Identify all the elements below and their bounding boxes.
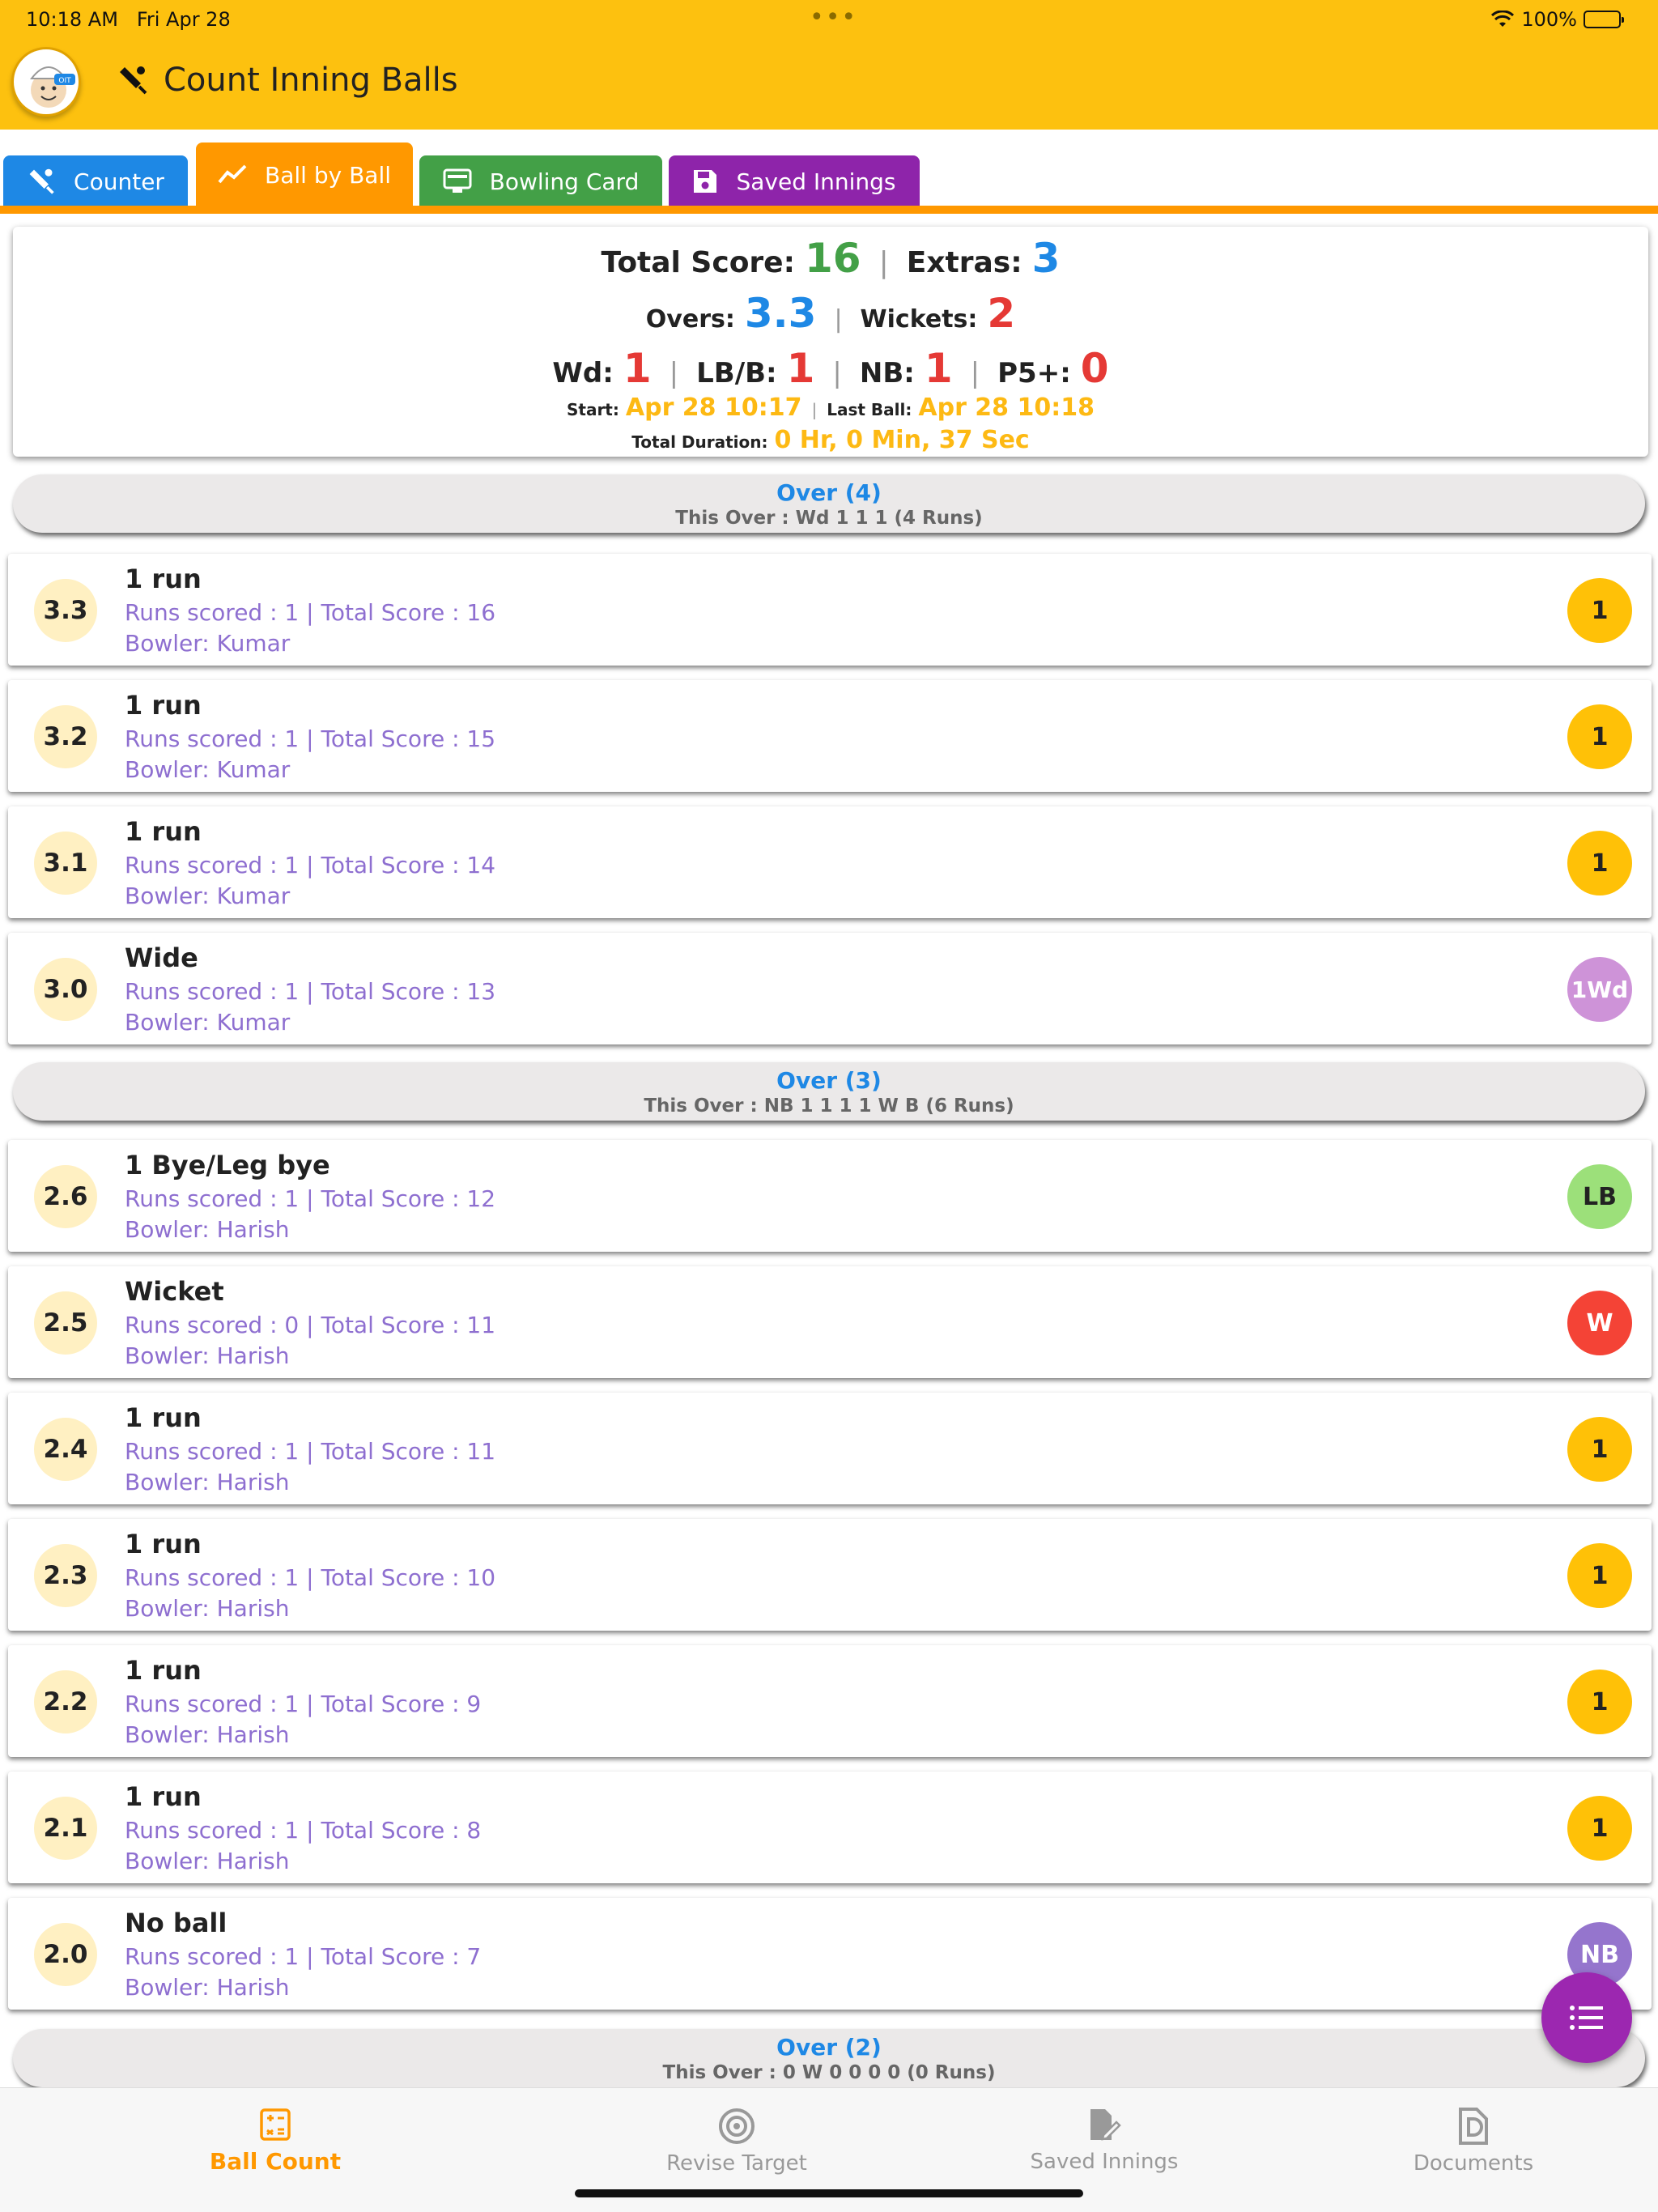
multitask-dots[interactable]: ••• <box>810 3 858 32</box>
ball-row[interactable] <box>8 680 1652 792</box>
ball-row[interactable] <box>8 1393 1652 1504</box>
ball-number: 2.3 <box>34 1544 97 1607</box>
over-title: Over (2) <box>776 2034 882 2061</box>
ball-title: 1 run <box>125 1529 202 1559</box>
svg-text:OIT: OIT <box>58 77 71 85</box>
wd-value: 1 <box>623 345 652 392</box>
ball-bowler: Bowler: Harish <box>125 1469 290 1495</box>
calculator-icon <box>259 2108 291 2142</box>
save-icon <box>692 168 718 194</box>
ball-row[interactable] <box>8 1772 1652 1883</box>
ball-row[interactable] <box>8 1519 1652 1631</box>
noball-badge: NB <box>1567 1922 1632 1987</box>
start-value: Apr 28 10:17 <box>625 393 802 422</box>
lbb-value: 1 <box>786 345 815 392</box>
ball-title: 1 run <box>125 1402 202 1433</box>
ball-bowler: Bowler: Harish <box>125 1974 290 2001</box>
ball-runs: Runs scored : 1 | Total Score : 15 <box>125 725 496 752</box>
wicket-badge: W <box>1567 1291 1632 1355</box>
ball-number: 2.6 <box>34 1165 97 1228</box>
wickets-label: Wickets: <box>860 305 978 334</box>
overs-row: Overs: 3.3 | Wickets: 2 <box>645 290 1016 337</box>
ball-title: 1 Bye/Leg bye <box>125 1150 330 1180</box>
card-icon <box>443 168 472 194</box>
over-title: Over (3) <box>776 1067 882 1094</box>
run-badge: 1 <box>1567 578 1632 643</box>
ball-runs: Runs scored : 1 | Total Score : 7 <box>125 1943 482 1970</box>
ball-bowler: Bowler: Kumar <box>125 630 291 657</box>
over-header[interactable] <box>13 474 1645 533</box>
tab-indicator <box>0 206 1658 214</box>
nav-label: Revise Target <box>666 2151 807 2176</box>
ball-row[interactable] <box>8 1898 1652 2010</box>
nav-label: Ball Count <box>209 2148 342 2175</box>
ball-row[interactable] <box>8 1645 1652 1757</box>
ball-bowler: Bowler: Harish <box>125 1342 290 1369</box>
ball-row[interactable] <box>8 806 1652 918</box>
ball-title: 1 run <box>125 816 202 847</box>
battery-percent: 100% <box>1521 8 1577 31</box>
wickets-value: 2 <box>987 290 1016 337</box>
duration-value: 0 Hr, 0 Min, 37 Sec <box>774 426 1030 454</box>
ball-title: Wide <box>125 942 198 973</box>
home-indicator[interactable] <box>575 2189 1083 2197</box>
ball-row[interactable] <box>8 554 1652 666</box>
time-row: Start: Apr 28 10:17 | Last Ball: Apr 28 10:18 <box>566 393 1095 422</box>
ball-runs: Runs scored : 1 | Total Score : 12 <box>125 1185 496 1212</box>
document-icon <box>1457 2108 1490 2145</box>
duration-label: Total Duration: <box>631 432 768 452</box>
extras-label: Extras: <box>906 246 1022 279</box>
ball-bowler: Bowler: Kumar <box>125 883 291 909</box>
score-row: Total Score: 16 | Extras: 3 <box>601 235 1061 282</box>
extras-value: 3 <box>1031 235 1061 282</box>
over-desc: This Over : NB 1 1 1 1 W B (6 Runs) <box>644 1095 1014 1117</box>
ball-title: No ball <box>125 1908 227 1938</box>
status-time: 10:18 AM Fri Apr 28 <box>26 8 231 31</box>
over-desc: This Over : Wd 1 1 1 (4 Runs) <box>675 508 983 529</box>
legbye-badge: LB <box>1567 1164 1632 1229</box>
ball-number: 2.1 <box>34 1797 97 1860</box>
trend-line-icon <box>218 164 247 185</box>
start-label: Start: <box>566 400 619 419</box>
over-header[interactable] <box>13 2029 1645 2087</box>
ball-row[interactable] <box>8 1140 1652 1252</box>
ball-runs: Runs scored : 0 | Total Score : 11 <box>125 1312 496 1338</box>
list-icon <box>1569 2003 1605 2032</box>
ball-number: 2.4 <box>34 1418 97 1481</box>
tab-saved-innings[interactable] <box>669 155 920 207</box>
ball-title: 1 run <box>125 1781 202 1812</box>
ball-number: 3.2 <box>34 705 97 768</box>
run-badge: 1 <box>1567 704 1632 769</box>
nav-label: Saved Innings <box>1030 2150 1179 2174</box>
p5-value: 0 <box>1080 345 1109 392</box>
ball-bowler: Bowler: Harish <box>125 1595 290 1622</box>
ball-bowler: Bowler: Harish <box>125 1848 290 1874</box>
ball-bowler: Bowler: Harish <box>125 1721 290 1748</box>
nb-label: NB: <box>859 357 915 389</box>
last-ball-value: Apr 28 10:18 <box>918 393 1095 422</box>
ball-bowler: Bowler: Harish <box>125 1216 290 1243</box>
nav-ball-count[interactable] <box>154 2108 397 2175</box>
nav-documents[interactable] <box>1352 2108 1595 2176</box>
ball-row[interactable] <box>8 1266 1652 1378</box>
target-icon <box>718 2108 755 2145</box>
ball-bowler: Bowler: Kumar <box>125 756 291 783</box>
extras-breakdown-row: Wd: 1 | LB/B: 1 | NB: 1 | P5+: 0 <box>552 345 1109 392</box>
ball-runs: Runs scored : 1 | Total Score : 11 <box>125 1438 496 1465</box>
tab-ball-by-ball[interactable] <box>196 143 413 207</box>
run-badge: 1 <box>1567 1796 1632 1861</box>
overs-value: 3.3 <box>744 290 817 337</box>
ball-number: 3.3 <box>34 579 97 642</box>
lbb-label: LB/B: <box>696 357 777 389</box>
cricket-bat-icon <box>117 64 149 96</box>
tab-bowling-card[interactable] <box>419 155 662 207</box>
ball-row[interactable] <box>8 933 1652 1044</box>
nav-revise-target[interactable] <box>615 2108 858 2176</box>
ball-number: 3.1 <box>34 832 97 895</box>
tab-bar <box>0 143 1658 214</box>
score-summary <box>13 227 1648 457</box>
over-title: Over (4) <box>776 479 882 506</box>
duration-row <box>13 426 1648 454</box>
over-desc: This Over : 0 W 0 0 0 0 (0 Runs) <box>662 2062 996 2083</box>
ball-runs: Runs scored : 1 | Total Score : 16 <box>125 599 496 626</box>
tab-label: Ball by Ball <box>265 161 391 189</box>
ball-runs: Runs scored : 1 | Total Score : 9 <box>125 1691 482 1717</box>
status-right <box>1490 8 1621 31</box>
tab-counter[interactable] <box>3 155 188 207</box>
overs-label: Overs: <box>645 305 735 334</box>
run-badge: 1 <box>1567 831 1632 895</box>
over-header[interactable] <box>13 1062 1645 1121</box>
tab-label: Bowling Card <box>489 168 640 195</box>
nav-saved-innings[interactable] <box>983 2108 1226 2174</box>
ball-runs: Runs scored : 1 | Total Score : 13 <box>125 978 496 1005</box>
ball-runs: Runs scored : 1 | Total Score : 8 <box>125 1817 482 1844</box>
run-badge: 1 <box>1567 1670 1632 1734</box>
page-title: Count Inning Balls <box>164 62 458 99</box>
nav-label: Documents <box>1413 2151 1534 2176</box>
ball-bowler: Bowler: Kumar <box>125 1009 291 1036</box>
ball-runs: Runs scored : 1 | Total Score : 10 <box>125 1564 496 1591</box>
ball-title: 1 run <box>125 1655 202 1686</box>
app-header <box>0 0 1658 130</box>
cricket-bat-icon <box>27 167 56 196</box>
total-score-label: Total Score: <box>601 246 795 279</box>
title-wrap <box>117 62 458 99</box>
ball-runs: Runs scored : 1 | Total Score : 14 <box>125 852 496 878</box>
wifi-icon <box>1490 11 1515 28</box>
battery-icon <box>1584 11 1621 28</box>
ball-number: 2.5 <box>34 1291 97 1355</box>
nb-value: 1 <box>924 345 953 392</box>
p5-label: P5+: <box>997 357 1071 389</box>
ball-title: 1 run <box>125 564 202 594</box>
wd-label: Wd: <box>552 357 614 389</box>
wide-badge: 1Wd <box>1567 957 1632 1022</box>
app-logo[interactable] <box>11 47 81 117</box>
edit-document-icon <box>1087 2108 1121 2143</box>
run-badge: 1 <box>1567 1417 1632 1482</box>
tab-label: Counter <box>74 168 164 195</box>
ball-number: 3.0 <box>34 958 97 1021</box>
total-score-value: 16 <box>805 235 861 282</box>
tab-label: Saved Innings <box>736 168 896 195</box>
last-ball-label: Last Ball: <box>827 400 912 419</box>
menu-fab-button[interactable] <box>1541 1972 1632 2063</box>
ball-number: 2.2 <box>34 1670 97 1733</box>
run-badge: 1 <box>1567 1543 1632 1608</box>
ball-number: 2.0 <box>34 1923 97 1986</box>
ball-title: Wicket <box>125 1276 224 1307</box>
ball-title: 1 run <box>125 690 202 721</box>
